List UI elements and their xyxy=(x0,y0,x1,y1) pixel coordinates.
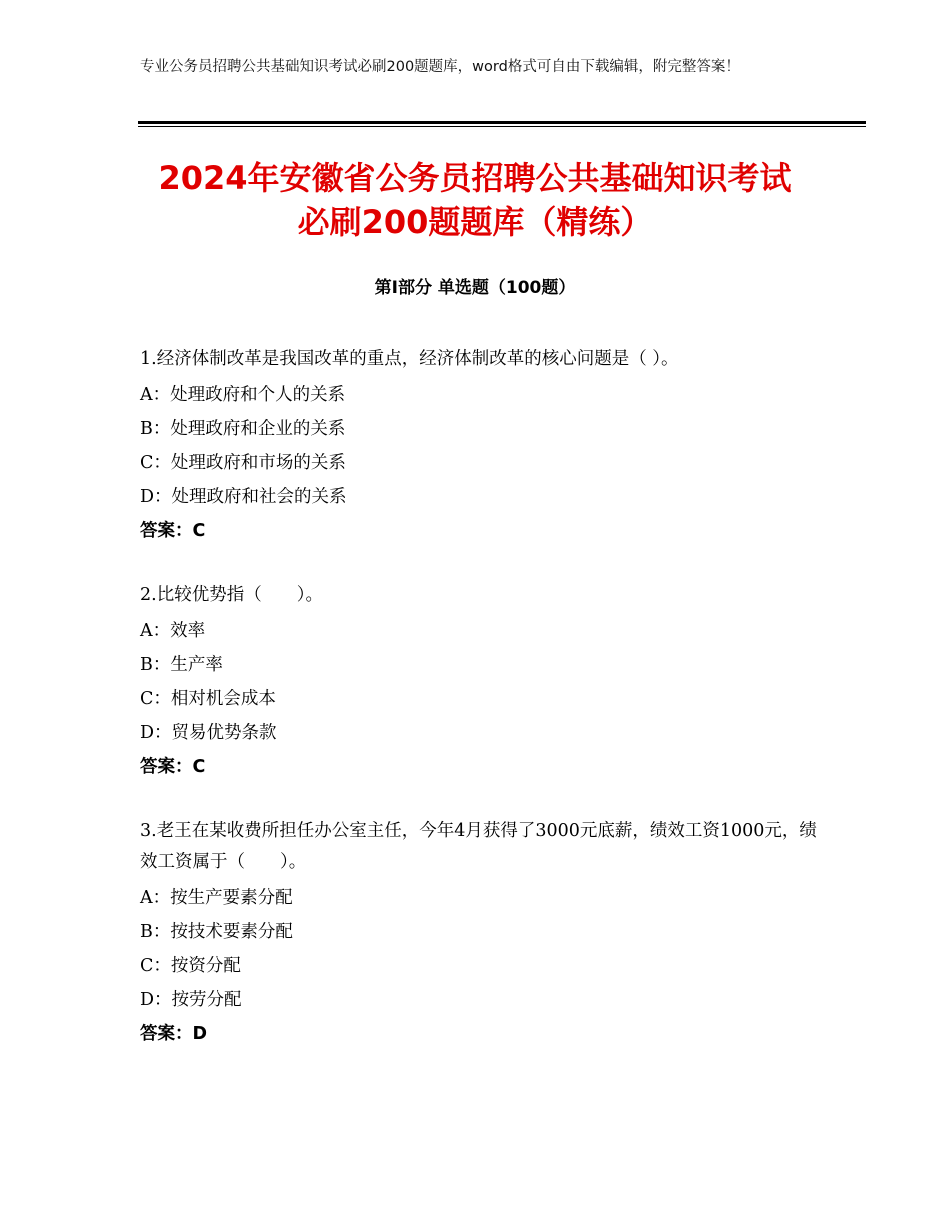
option-d: D：按劳分配 xyxy=(140,990,242,1010)
header-divider-thick xyxy=(138,121,866,124)
option-b: B：生产率 xyxy=(140,655,223,675)
option-a: A：按生产要素分配 xyxy=(140,888,293,908)
answer: 答案：C xyxy=(140,521,206,541)
option-a: A：处理政府和个人的关系 xyxy=(140,385,346,405)
option-c: C：处理政府和市场的关系 xyxy=(140,453,346,473)
question-stem: 2.比较优势指（ ）。 xyxy=(140,585,323,605)
answer: 答案：C xyxy=(140,757,206,777)
option-d: D：处理政府和社会的关系 xyxy=(140,487,347,507)
question-1 xyxy=(140,344,820,548)
option-b: B：按技术要素分配 xyxy=(140,922,293,942)
answer: 答案：D xyxy=(140,1024,208,1044)
option-d: D：贸易优势条款 xyxy=(140,723,277,743)
section-heading: 第Ⅰ部分 单选题（100题） xyxy=(374,278,576,298)
question-list xyxy=(140,344,820,1083)
option-c: C：按资分配 xyxy=(140,956,241,976)
question-stem: 1.经济体制改革是我国改革的重点，经济体制改革的核心问题是（ ）。 xyxy=(140,349,679,369)
header-divider-thin xyxy=(138,126,866,127)
question-stem: 3.老王在某收费所担任办公室主任，今年4月获得了3000元底薪，绩效工资1000元，绩效工资属于（ ）。 xyxy=(140,821,817,872)
question-3 xyxy=(140,816,820,1051)
header-divider xyxy=(138,121,866,127)
option-b: B：处理政府和企业的关系 xyxy=(140,419,346,439)
document-title xyxy=(100,156,850,244)
question-2 xyxy=(140,580,820,784)
document-title-line-2: 必刷200题题库（精练） xyxy=(297,203,653,241)
document-title-line-1: 2024年安徽省公务员招聘公共基础知识考试 xyxy=(158,159,792,197)
option-a: A：效率 xyxy=(140,621,206,641)
option-c: C：相对机会成本 xyxy=(140,689,276,709)
header-note: 专业公务员招聘公共基础知识考试必刷200题题库，word格式可自由下载编辑，附完整答案！ xyxy=(140,59,740,75)
